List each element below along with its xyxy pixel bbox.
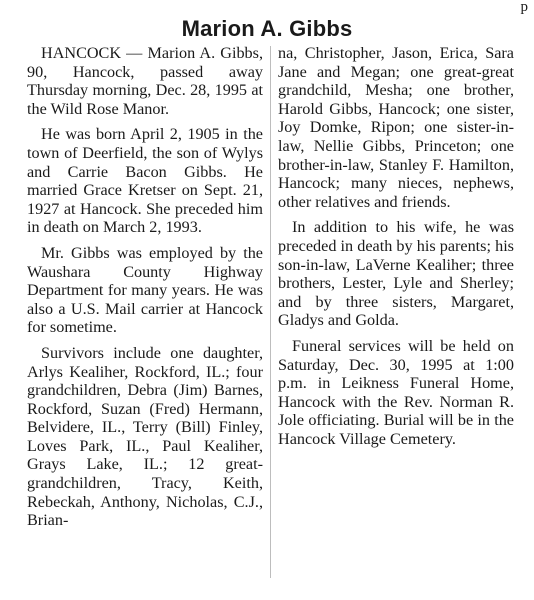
paragraph-survivors-continued: na, Christopher, Jason, Erica, Sara Jane and Megan; one great-great grandchild, Mesha; one brother, Harold Gibbs, Hancock; one sister, Joy Domke, Ripon; one sister-in-law, Nellie Gibbs, Princeton; one brother-in-law, Stanley F. Hamilton, Hancock; many nieces, nephews, other relatives and friends. [278, 44, 514, 211]
right-column [278, 44, 514, 448]
paragraph-employment: Mr. Gibbs was employed by the Waushara County Highway Department for many years. He was also a U.S. Mail carrier at Hancock for sometime. [27, 243, 263, 337]
paragraph-intro: HANCOCK — Marion A. Gibbs, 90, Hancock, passed away Thursday morning, Dec. 28, 1995 at the Wild Rose Manor. [27, 44, 263, 118]
paragraph-birth-marriage: He was born April 2, 1905 in the town of Deerfield, the son of Wylys and Carrie Bacon Gibbs. He married Grace Kretser on Sept. 21, 1927 at Hancock. She preceded him in death on March 2, 1993. [27, 125, 263, 237]
obituary-title: Marion A. Gibbs [181, 16, 353, 41]
paragraph-preceded-in-death: In addition to his wife, he was preceded in death by his parents; his son-in-law, LaVerne Kealiher; three brothers, Lester, Lyle and Sherley; and by three sisters, Margaret, Gladys and Golda. [278, 218, 514, 330]
paragraph-survivors: Survivors include one daughter, Arlys Kealiher, Rockford, IL.; four grandchildren, Debra (Jim) Barnes, Rockford, Suzan (Fred) Hermann, Belvidere, IL., Terry (Bill) Finley, Loves Park, IL., Paul Kealiher, Grays Lake, IL.; 12 great-grandchildren, Tracy, Keith, Rebeckah, Anthony, Nicholas, C.J., Brian- [27, 343, 263, 530]
page-corner-letter: p [520, 0, 528, 15]
column-divider [270, 46, 271, 578]
left-column [27, 44, 263, 584]
paragraph-funeral-services: Funeral services will be held on Saturday, Dec. 30, 1995 at 1:00 p.m. in Leikness Funeral Home, Hancock with the Rev. Norman R. Jole officiating. Burial will be in the Hancock Village Cemetery. [278, 336, 514, 448]
